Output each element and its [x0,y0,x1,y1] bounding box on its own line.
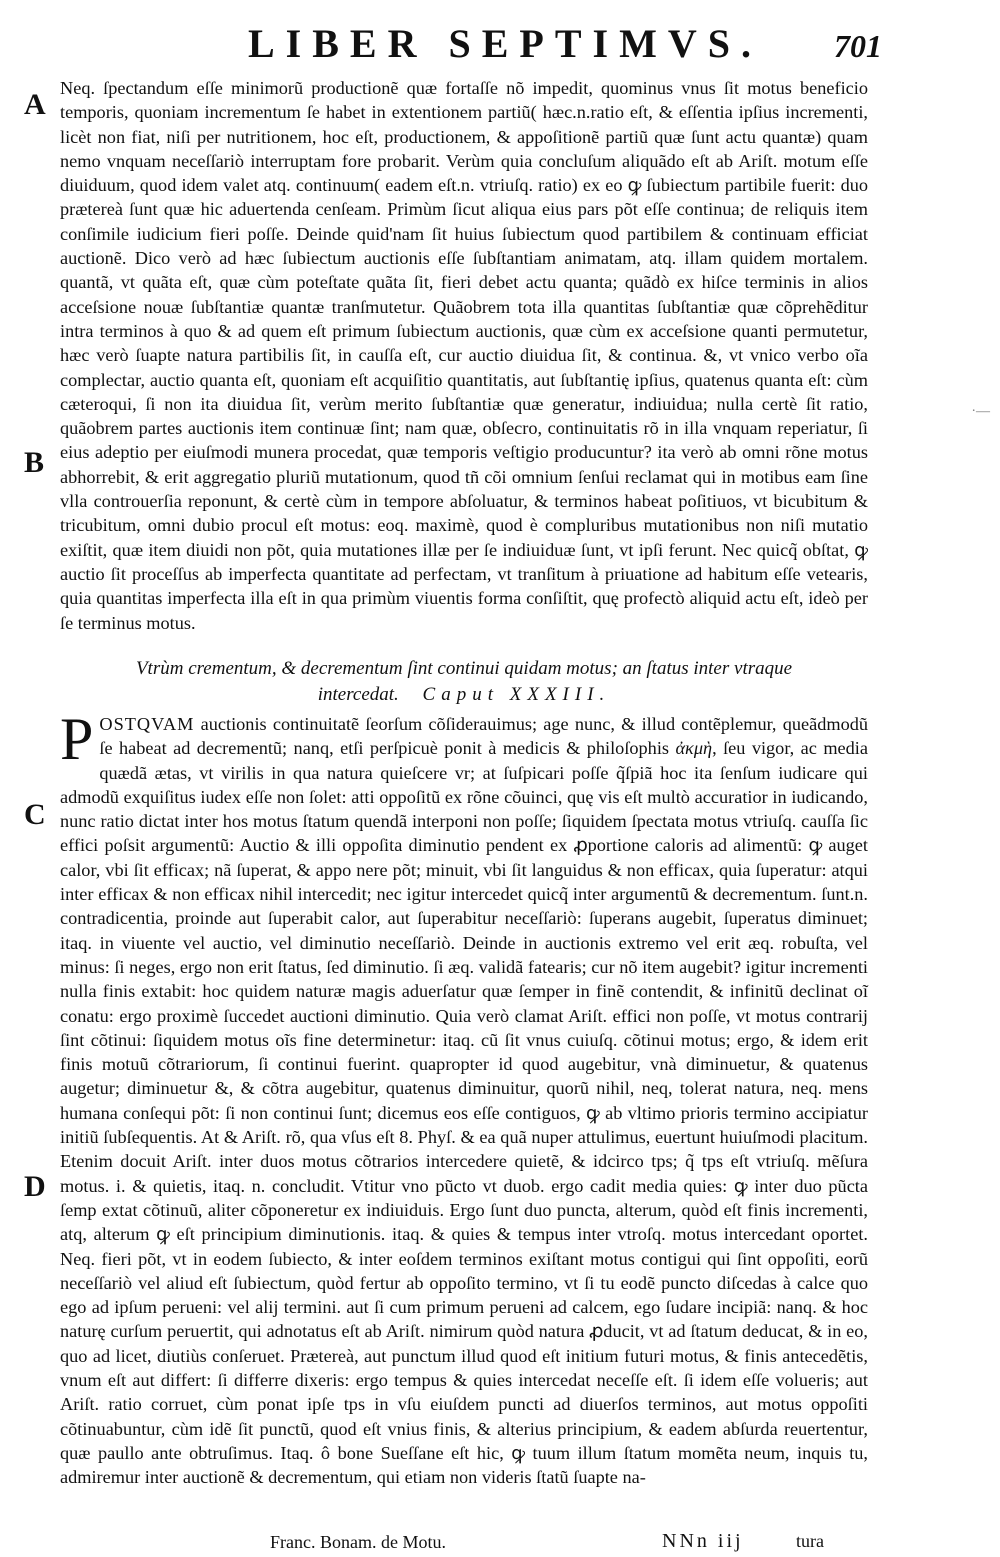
paragraph-2-lead: OSTQVAM [99,714,195,734]
footer-signature: NNn iij [662,1530,744,1552]
chapter-title-line-2 [60,682,868,708]
greek-word: ἀκμὴ [675,738,713,759]
page-number: 701 [834,28,882,64]
margin-letter-d: D [24,1170,46,1203]
chapter-title-line-1: Vtrùm crementum, & decrementum ſint continui quidam motus; an ſtatus inter vtraque [135,658,793,679]
drop-cap: P [60,706,94,772]
margin-letter-a: A [24,88,46,121]
paragraph-2-before-greek: auctionis continuitatẽ ſeorſum cõſiderauimus; age nunc, & illud contẽplemur, queãdmodũ ſe habeat ad decrementũ; nanq, etſi perſpicuè ponit à medicis & philoſophis [99,714,869,759]
paragraph-2-rest: , ſeu vigor, ac media quædã ætas, vt virilis in qua natura quieſcere vr; at ſuſpicari poſſe q̃ſpiã hoc ita ſenſum iudicare qui admodũ exquiſitus iudex eſſe non ſolet: atti oppoſitũ ex rõne cõuinci, quę vis eſt multò accuratior in iudicando, nunc ratio dictat inter hos motus ſtatum quendã interponi non poſſe; ſiquidem ſpectata motus vtriuſq. cauſſa ſic effici poſsit argumentũ: Auctio & illi oppoſita diminutio pendent ex ꝓportione caloris ad alimentũ: ꝙ auget calor, vbi ſit efficax; nã ſuperat, & appo nere põt; minuit, vbi ſit languidus & non efficax, quia ſuperatur: atqui inter efficax & non efficax nihil intercedit; nec igitur intercedet quicq̃ inter argumentũ & decrementum. ſunt.n. contradicentia, proinde aut ſuperabit calor, aut ſuperabitur neceſſariò: ſuperans augebit, ſuperatus diminuet; itaq. in viuente vel auctio, vel diminutio neceſſariò. Deinde in auctionis extremo vel erit æq. robuſta, vel minus: ſi neges, ergo non erit ſtatus, ſed diminutio. ſi æq. validã fatearis; cur nõ item augebit? igitur incrementi nulla finis extabit: hoc quidem naturæ magis aduerſatur quæ ſemper in finẽ contendit, & infinitũ declinat oĩ conatu: ergo proximè ſuccedet auctioni diminutio. Quia verò clamat Ariſt. effici non poſſe, vt motus contrarij ſint cõtinui: ſiquidem motus oĩs fine determinetur: itaq. cũ ſit vnus cuiuſq. cõtinui motus; ergo, & idem erit finis motuũ cõtrariorum, ſi continui fuerint. quapropter id quod augebitur, vnà diminuetur, & quatenus augetur; diminuetur &, & cõtra augebitur, quatenus diminuitur, quorũ nihil, neq, tolerat natura, neq. mens humana conſequi põt: ſi non continui ſunt; dicemus eos eſſe contiguos, ꝙ ab vltimo prioris termino accipiatur initiũ ſubſequentis. At & Ariſt. rõ, qua vſus eſt 8. Phyſ. & ea quã nuper attulimus, euertunt huiuſmodi placitum. Etenim docuit Ariſt. inter duos motus cõtrarios intercedere quietẽ, & idcirco tps; q̃ tps eſt vtriuſq. mẽſura motus. i. & quietis, itaq. n. concludit. Vtitur vno pũcto vt duob. ergo cadit media quies: ꝙ inter duo pũcta ſemp extat cõtinuũ, aliter cõponeretur ex indiuiduis. Ergo ſunt duo puncta, alterum, quòd eſt finis incrementi, atq, alterum ꝙ eſt principium diminutionis. itaq. & quies & tempus inter vtroſq. motus intercedant oportet. Neq. fieri põt, vt in eodem ſubiecto, & inter eoſdem terminos exiſtant motus contigui qui ſint oppoſiti, eorũ neceſſariò vel aliud eſt ſubiectum, quòd fertur ab oppoſito termino, vt ſi tu eodẽ puncto diſcedas à calce quo ego ad ipſum perueni: vel alij termini. aut ſi cum primum perueni ad calcem, ego ſudare incipiã: nanq. & hoc naturę curſum peruertit, qui adnotatus eſt ab Ariſt. nimirum quòd natura ꝓducit, vt ad ſtatum deducat, & in eo, quo ad licet, diutiùs conſeruet. Prætereà, aut punctum illud quod eſt initium futuri motus, & finis antecedẽtis, vnum eſt aut differt: ſi differre dixeris: ergo tempus & quies intercedat neceſſe eſt. ſi idem eſſe volueris; aut Ariſt. ratio corruet, cùm ponat ipſe tps in vſu eiuſdem puncti ad diuerſos terminos, aut motus oppoſiti cõtinuabuntur, cùm idẽ ſit punctũ, quod eſt vnius finis, & alterius principium, & eadem abſurda reuertentur, quæ paullo ante obtruſimus. Itaq. ô bone Sueſſane eſt hic, ꝙ tuum illum ſtatum momẽta neum, inquis tu, admiremur inter auctionẽ & decrementum, qui etiam non videris ſtatũ ſuapte na- [60,738,868,1488]
footer-catchword: tura [796,1531,824,1551]
running-head: LIBER SEPTIMVS. [248,21,762,66]
footer-author: Franc. Bonam. de Motu. [270,1532,446,1552]
chapter-title-end: intercedat. [317,684,399,705]
paragraph-2 [60,706,869,1490]
margin-letter-c: C [24,798,46,831]
paragraph-1: Neq. ſpectandum eſſe minimorũ productionẽ quæ fortaſſe nõ impedit, quominus vnus ſit motus beneficio temporis, quoniam incrementum ſe habet in extentionem partiũ( hæc.n.ratio eſt, & eſſentia ipſius incrementi, licèt non fiat, niſi per nutritionem, hoc eſt, productionem, & appoſitionẽ partiũ quæ ſunt actu quantæ) quam nemo vnquam neceſſariò interruptam fore probarit. Verùm quia concluſum aliquãdo eſt ab Ariſt. motum eſſe diuiduum, quod idem valet atq. continuum( eadem eſt.n. vtriuſq. ratio) ex eo ꝙ ſubiectum partibile fuerit: duo prætereà ſunt quæ hic aduertenda cenſeam. Primùm ſicut aliqua eius pars põt eſſe continua; de reliquis item conſimile iudicium fieri poſſe. Deinde quid'nam ſit huius ſubiectum quod partibilem & continuam efficiat auctionẽ. Dico verò ad hæc ſubiectum auctionis eſſe ſubſtantiam animatam, atq. illam quidem mortalem. quantã, vt quãta eſt, quæ cùm poteſtate quãta ſit, fieri debet actu quanta; quãdò ex hiſce terminis in alios acceſsione nouæ ſubſtantiæ quantæ tranſmutetur. Quãobrem tota illa quantitas ſubſtantiæ quæ cõprehẽditur intra terminos à quo & ad quem eſt primum ſubiectum auctionis, quæ cùm ex acceſsione quanti permutetur, hæc verò ſuapte natura partibilis ſit, in cauſſa eſt, cur auctio diuidua ſit, & continua. &, vt vnico verbo oĩa complectar, auctio quanta eſt, quoniam eſt acquiſitio quantitatis, aut ſubſtantię ipſius, quatenus quanta eſt: cùm cæteroqui, ſi non ita diuidua ſit, verùm merito ſubſtantiæ quæ generatur, indiuidua; nulla certè ſit ratio, quãobrem partes auctionis item continuæ ſint; nam quæ, obſecro, continuitatis rõ in illa vnquam reperiatur, ſi eius adeptio per eiuſmodi munera procedat, quæ temporis veſtigio producuntur? ita verò ab omni rõne motus abhorrebit, & erit aggregatio pluriũ mutationum, quod tñ cõi omnium ſenſui reclamat qui in motibus eam ſine vlla controuerſia reponunt, & certè cùm in tempore abſoluatur, & terminos habeat poſitiuos, vt bicubitum & tricubitum, omni dubio procul eſt motus: eoq. maximè, quod è compluribus mutationibus non niſi mutatio exiſtit, quæ item diuidi non põt, quia mutationes illæ per ſe indiuiduæ ſunt, vt ipſi ferunt. Nec quicq̃ obſtat, ꝙ auctio ſit proceſſus ab imperfecta quantitate ad perfectam, vt tranſitum à priuatione ad habitum eſſe vetearis, quia quantitas imperfecta illa eſt in qua primùm viuentis forma conſiſtit, quę profectò aliquid actu eſt, ideò per ſe terminus motus. [60,78,868,633]
section-c-text [60,706,869,1490]
chapter-heading [60,656,868,708]
chapter-number: Caput XXXIII. [422,684,611,705]
section-a-text [60,76,868,635]
margin-letter-b: B [24,446,45,479]
margin-mark: ·— [971,404,990,419]
